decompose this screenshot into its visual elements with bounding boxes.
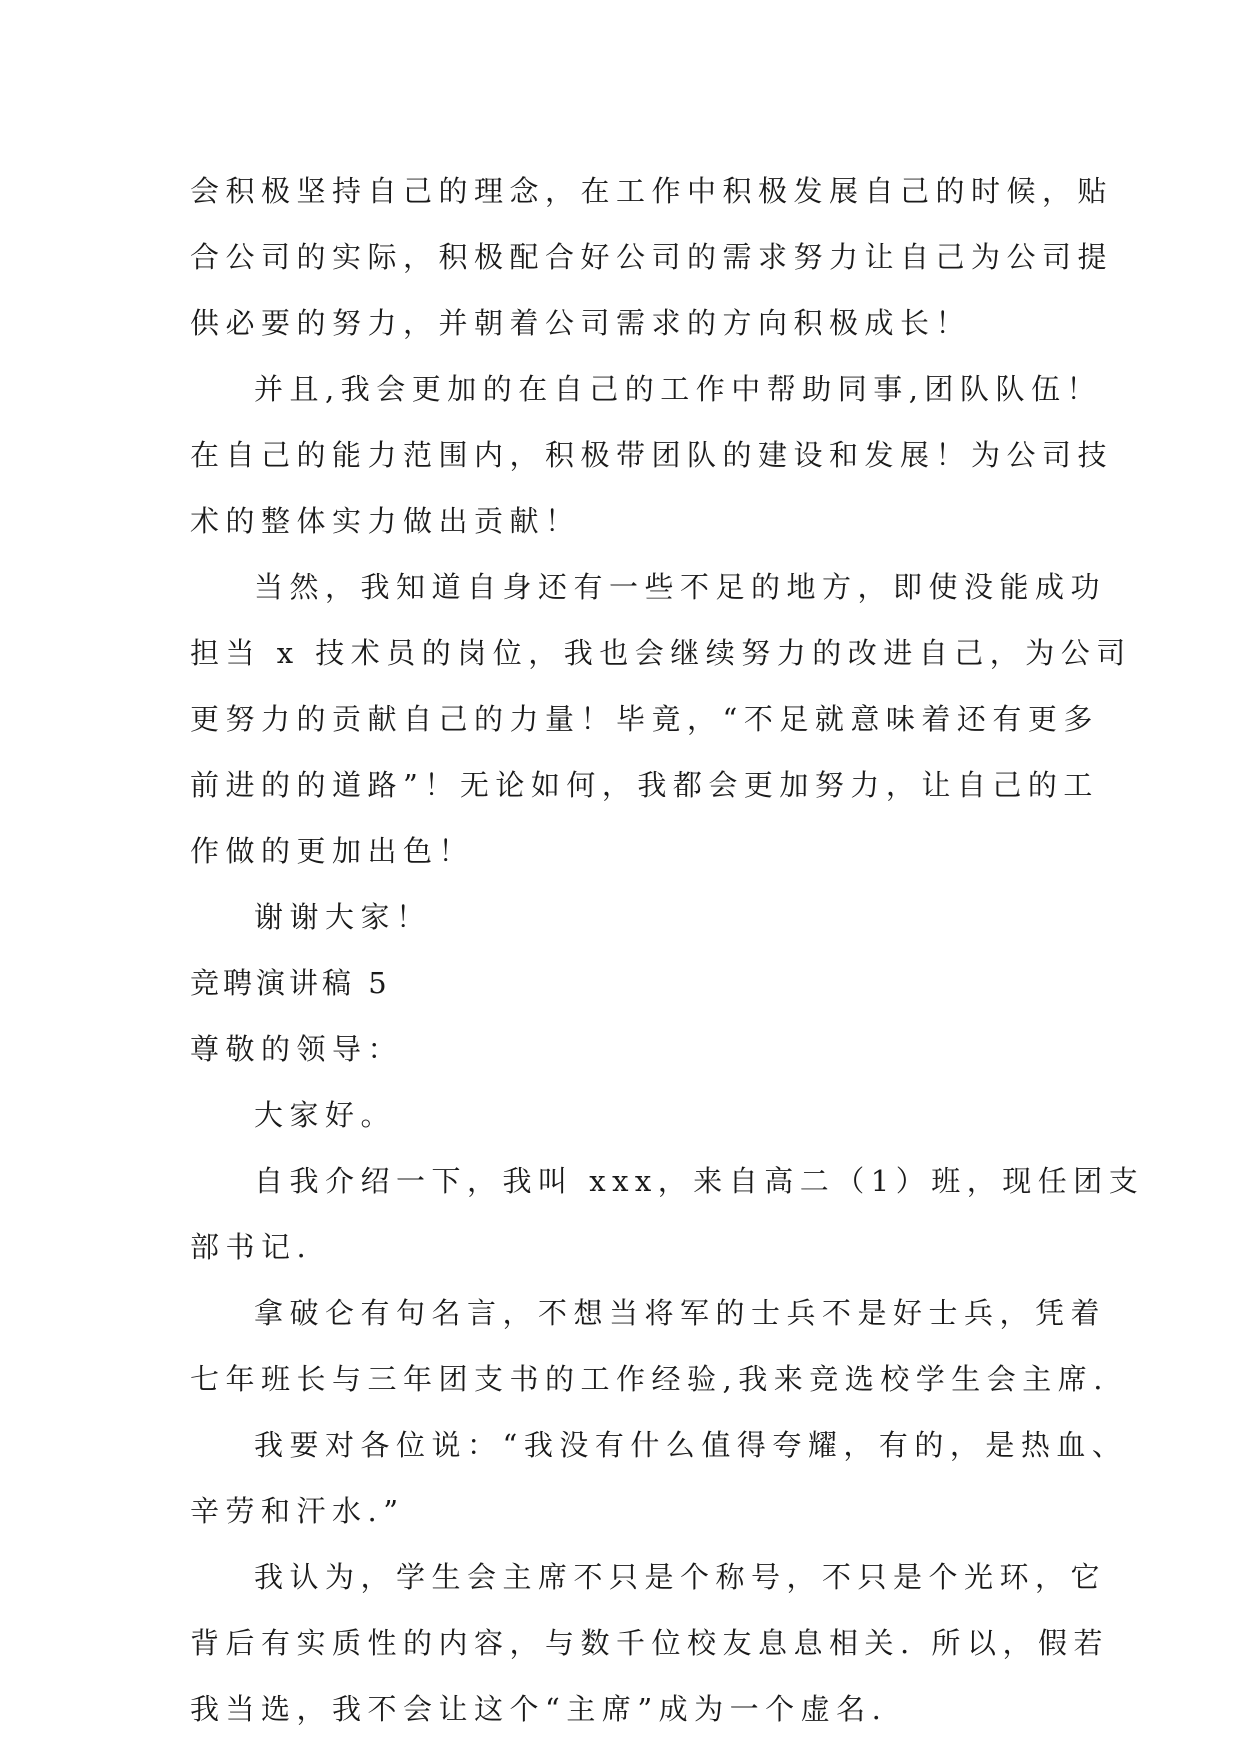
text-line: 合公司的实际，积极配合好公司的需求努力让自己为公司提: [190, 240, 1114, 274]
text-line: 背后有实质性的内容，与数千位校友息息相关. 所以，假若: [190, 1626, 1109, 1660]
text-line: 自我介绍一下，我叫 xxx，来自高二（1）班，现任团支: [254, 1164, 1145, 1198]
text-line: 更努力的贡献自己的力量！毕竟，“不足就意味着还有更多: [190, 702, 1099, 736]
text-line: 大家好。: [254, 1098, 397, 1132]
text-line: 供必要的努力，并朝着公司需求的方向积极成长！: [190, 306, 972, 340]
salutation: 尊敬的领导：: [190, 1032, 404, 1066]
text-line: 拿破仑有句名言，不想当将军的士兵不是好士兵，凭着: [254, 1296, 1107, 1330]
text-line: 在自己的能力范围内，积极带团队的建设和发展！为公司技: [190, 438, 1114, 472]
text-line: 我认为，学生会主席不只是个称号，不只是个光环，它: [254, 1560, 1107, 1594]
text-line: 并且,我会更加的在自己的工作中帮助同事,团队队伍！: [254, 372, 1102, 406]
text-line: 术的整体实力做出贡献！: [190, 504, 581, 538]
text-line: 作做的更加出色！: [190, 834, 475, 868]
text-line: 担当 x 技术员的岗位，我也会继续努力的改进自己，为公司: [190, 636, 1132, 670]
text-line: 部书记.: [190, 1230, 313, 1264]
text-line: 辛劳和汗水.”: [190, 1494, 405, 1528]
text-line: 我当选，我不会让这个“主席”成为一个虚名.: [190, 1692, 888, 1726]
text-line: 我要对各位说：“我没有什么值得夸耀，有的，是热血、: [254, 1428, 1128, 1462]
document-body: [190, 158, 1145, 1742]
text-line: 前进的的道路”！无论如何，我都会更加努力，让自己的工: [190, 768, 1099, 802]
section-heading: 竞聘演讲稿 5: [190, 966, 391, 1000]
text-line: 会积极坚持自己的理念，在工作中积极发展自己的时候，贴: [190, 174, 1114, 208]
text-line: 当然，我知道自身还有一些不足的地方，即使没能成功: [254, 570, 1107, 604]
text-line: 七年班长与三年团支书的工作经验,我来竞选校学生会主席.: [190, 1362, 1109, 1396]
text-line: 谢谢大家！: [254, 900, 432, 934]
